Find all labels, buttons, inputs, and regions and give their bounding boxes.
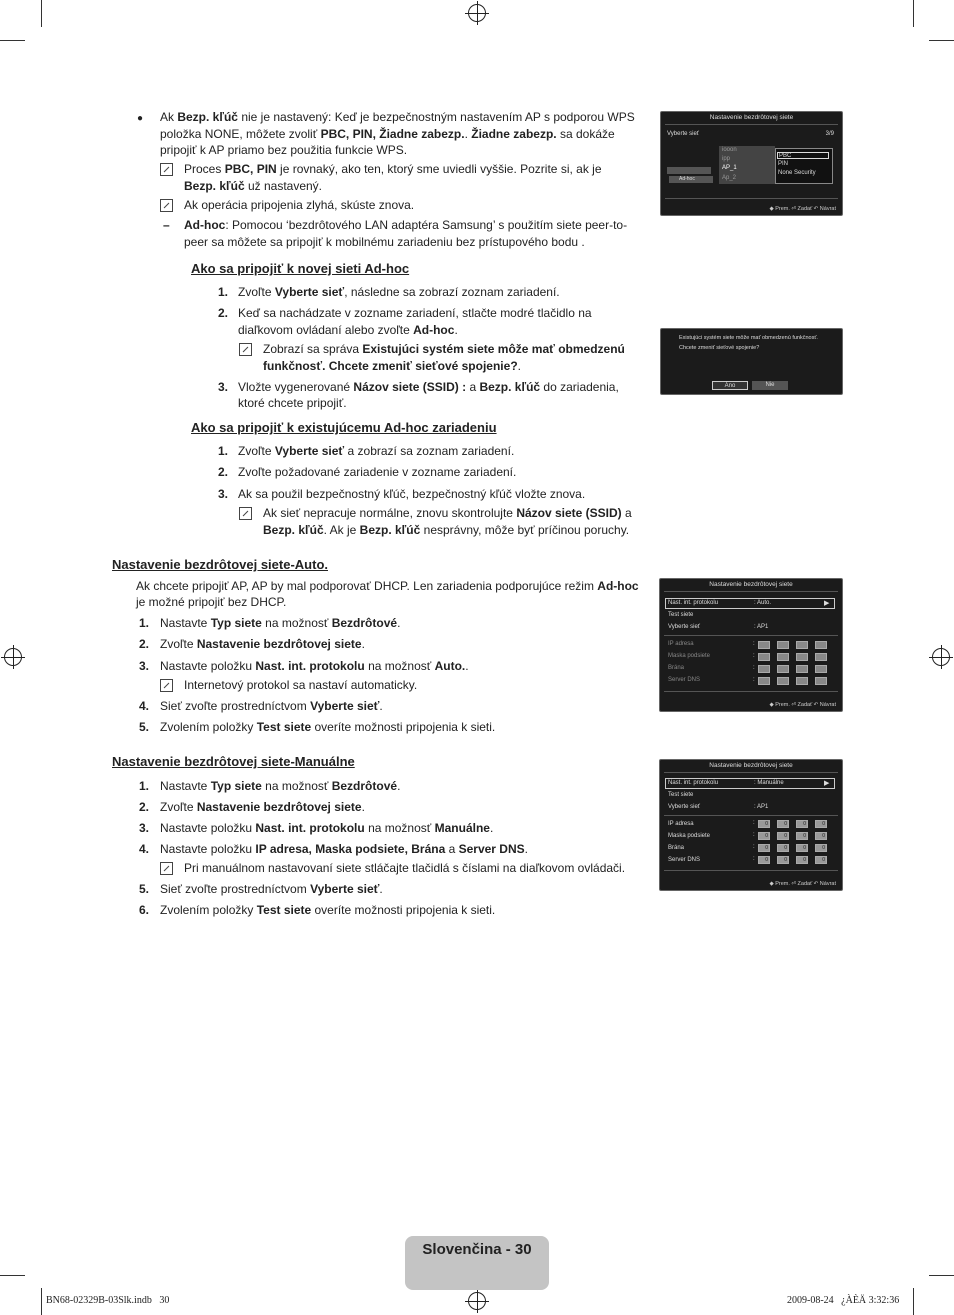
step-number: 2. xyxy=(218,465,229,479)
crop-mark xyxy=(41,0,42,27)
address-octet-field[interactable] xyxy=(815,665,827,673)
step-text: Nastavte položku Nast. int. protokolu na možnosť Manuálne. xyxy=(160,821,494,835)
address-octet-field[interactable]: 0 xyxy=(777,820,789,828)
address-octet-field[interactable]: 0 xyxy=(815,820,827,828)
address-octet-field[interactable] xyxy=(815,677,827,685)
osd-menu-item[interactable]: PBC xyxy=(777,152,829,159)
osd-list-item[interactable]: AP_1 xyxy=(722,165,737,171)
step-text: Nastavte položku IP adresa, Maska podsiete, Brána a Server DNS. xyxy=(160,842,528,856)
osd-menu-item[interactable]: PIN xyxy=(778,161,789,167)
adhoc-line-1: Ad-hoc: Pomocou ‘bezdrôtového LAN adaptéra Samsung’ s použitím siete peer-to- xyxy=(184,218,628,232)
test-network-item[interactable]: Test siete xyxy=(668,612,694,618)
osd-footer: ◆ Prem. ⏎ Zadať ↶ Návrat xyxy=(769,881,836,887)
dialog-message: Chcete zmeniť sieťové spojenie? xyxy=(679,345,760,351)
note-icon xyxy=(160,679,173,692)
field-colon: : xyxy=(753,832,755,838)
bullet-line-1: Ak Bezp. kľúč nie je nastavený: Keď je bezpečnostným nastavením AP s podporou WPS xyxy=(160,110,635,124)
step-text: Vložte vygenerované Názov siete (SSID) : a Bezp. kľúč do zariadenia, xyxy=(238,380,619,394)
field-colon: : xyxy=(753,677,755,683)
step-text: Nastavte Typ siete na možnosť Bezdrôtové. xyxy=(160,779,401,793)
osd-adhoc-button[interactable]: Ad-hoc xyxy=(669,176,713,183)
arrow-right-icon: ▶ xyxy=(824,780,830,787)
step-text: ktoré chcete pripojiť. xyxy=(238,396,347,410)
heading-new-adhoc: Ako sa pripojiť k novej sieti Ad-hoc xyxy=(191,261,410,276)
address-octet-field[interactable]: 0 xyxy=(796,844,808,852)
osd-page: 3/9 xyxy=(825,131,834,137)
step-number: 1. xyxy=(139,779,150,793)
osd-title: Nastavenie bezdrôtovej siete xyxy=(709,762,793,769)
step-number: 5. xyxy=(139,882,150,896)
address-octet-field[interactable]: 0 xyxy=(796,832,808,840)
step-text: Nastavte Typ siete na možnosť Bezdrôtové. xyxy=(160,616,401,630)
mask-label: Maska podsiete xyxy=(668,653,711,659)
step-number: 1. xyxy=(139,616,150,630)
registration-mark-icon xyxy=(932,648,950,666)
osd-title: Nastavenie bezdrôtovej siete xyxy=(709,114,794,121)
osd-footer: ◆ Prem. ⏎ Zadať ↶ Návrat xyxy=(769,206,836,212)
mask-label: Maska podsiete xyxy=(668,833,711,839)
intro-line-2: je možné pripojiť bez DHCP. xyxy=(136,595,287,609)
osd-confirm-dialog xyxy=(660,328,843,395)
step-text: Ak sa použil bezpečnostný kľúč, bezpečnostný kľúč vložte znova. xyxy=(238,487,586,501)
registration-mark-icon xyxy=(4,648,22,666)
note-icon xyxy=(160,199,173,212)
select-network-item[interactable]: Vyberte sieť xyxy=(668,624,701,630)
step-number: 3. xyxy=(139,821,150,835)
field-colon: : xyxy=(753,820,755,826)
address-octet-field[interactable]: 0 xyxy=(796,856,808,864)
step-number: 6. xyxy=(139,903,150,917)
address-octet-field[interactable] xyxy=(796,665,808,673)
address-octet-field[interactable] xyxy=(758,665,770,673)
select-network-value: : AP1 xyxy=(754,624,769,630)
address-octet-field[interactable]: 0 xyxy=(815,856,827,864)
step-text: Keď sa nachádzate v zozname zariadení, stlačte modré tlačidlo na xyxy=(238,306,592,320)
step-text: Zvolením položky Test siete overíte možnosti pripojenia k sieti. xyxy=(160,903,496,917)
address-octet-field[interactable] xyxy=(796,677,808,685)
address-octet-field[interactable] xyxy=(796,641,808,649)
bullet-line-2: položka NONE, môžete zvoliť PBC, PIN, Žiadne zabezp.. Žiadne zabezp. sa dokáže xyxy=(160,127,615,141)
step-text: Nastavte položku Nast. int. protokolu na možnosť Auto.. xyxy=(160,659,469,673)
osd-menu-item[interactable]: None Security xyxy=(778,170,816,176)
protocol-value: : Manuálne xyxy=(754,780,784,786)
note-text: Pri manuálnom nastavovaní siete stláčajte tlačidlá s číslami na diaľkovom ovládači. xyxy=(184,861,626,875)
note-text: Internetový protokol sa nastaví automaticky. xyxy=(184,678,418,692)
adhoc-line-2: peer sa môžete sa pripojiť k mobilnému zariadeniu bez prístupového bodu . xyxy=(184,235,585,249)
dash-marker: – xyxy=(163,218,170,232)
bullet-icon: ● xyxy=(137,113,144,124)
registration-mark-icon xyxy=(468,1292,486,1310)
yes-button[interactable]: Áno xyxy=(712,381,748,390)
crop-mark xyxy=(929,1275,954,1276)
osd-title: Nastavenie bezdrôtovej siete xyxy=(709,581,793,588)
address-octet-field[interactable]: 0 xyxy=(758,856,770,864)
dns-label: Server DNS xyxy=(668,677,701,683)
heading-existing-adhoc: Ako sa pripojiť k existujúcemu Ad-hoc zariadeniu xyxy=(191,420,497,435)
crop-mark xyxy=(41,1288,42,1315)
address-octet-field[interactable] xyxy=(758,677,770,685)
file-name: BN68-02329B-03Slk.indb 30 xyxy=(46,1295,170,1306)
select-network-value: : AP1 xyxy=(754,804,769,810)
note-line-1: Ak sieť nepracuje normálne, znovu skontrolujte Názov siete (SSID) a xyxy=(263,506,632,520)
no-button[interactable]: Nie xyxy=(752,381,788,390)
crop-mark xyxy=(929,40,954,41)
field-colon: : xyxy=(753,856,755,862)
osd-button-a[interactable] xyxy=(667,167,711,174)
step-text: Zvoľte požadované zariadenie v zozname zariadení. xyxy=(238,465,517,479)
step-text: diaľkovom ovládaní alebo zvoľte Ad-hoc. xyxy=(238,323,458,337)
protocol-value: : Auto. xyxy=(754,600,772,606)
bullet-line-3: pripojiť k AP priamo bez použitia funkcie WPS. xyxy=(160,143,408,157)
step-number: 2. xyxy=(139,800,150,814)
step-text: Sieť zvoľte prostredníctvom Vyberte sieť. xyxy=(160,882,383,896)
address-octet-field[interactable]: 0 xyxy=(758,820,770,828)
address-octet-field[interactable] xyxy=(777,641,789,649)
gateway-label: Brána xyxy=(668,665,685,671)
step-number: 2. xyxy=(139,637,150,651)
ip-label: IP adresa xyxy=(668,821,694,827)
note-icon xyxy=(239,343,252,356)
address-octet-field[interactable] xyxy=(815,653,827,661)
note-line-2: Bezp. kľúč už nastavený. xyxy=(184,179,323,193)
osd-footer: ◆ Prem. ⏎ Zadať ↶ Návrat xyxy=(769,702,836,708)
note-line-1: Proces PBC, PIN je rovnaký, ako ten, ktorý sme uviedli vyššie. Pozrite si, ak je xyxy=(184,162,602,176)
address-octet-field[interactable] xyxy=(777,665,789,673)
osd-list-item[interactable]: iooon xyxy=(722,147,737,153)
address-octet-field[interactable]: 0 xyxy=(796,820,808,828)
field-colon: : xyxy=(753,844,755,850)
crop-mark xyxy=(0,40,25,41)
field-colon: : xyxy=(753,665,755,671)
field-colon: : xyxy=(753,653,755,659)
field-colon: : xyxy=(753,641,755,647)
osd-list-item[interactable]: ipp xyxy=(722,156,731,162)
osd-manual-settings xyxy=(659,759,843,891)
note-line-1: Zobrazí sa správa Existujúci systém siete môže mať obmedzenú xyxy=(263,342,625,356)
note-line-2: funkčnosť. Chcete zmeniť sieťové spojenie?. xyxy=(263,359,521,373)
registration-mark-icon xyxy=(468,4,486,22)
address-octet-field[interactable] xyxy=(796,653,808,661)
osd-list-item[interactable]: Ap_2 xyxy=(722,175,737,181)
address-octet-field[interactable]: 0 xyxy=(777,832,789,840)
crop-mark xyxy=(0,1275,25,1276)
step-number: 1. xyxy=(218,444,229,458)
dialog-message: Existujúci systém siete môže mať obmedzenú funkčnosť. xyxy=(679,335,818,341)
address-octet-field[interactable]: 0 xyxy=(777,856,789,864)
protocol-label: Nast. int. protokolu xyxy=(668,600,719,606)
address-octet-field[interactable]: 0 xyxy=(758,832,770,840)
osd-label: Vyberte sieť xyxy=(667,131,700,137)
address-octet-field[interactable] xyxy=(777,677,789,685)
dns-label: Server DNS xyxy=(668,857,701,863)
crop-mark xyxy=(913,1288,914,1315)
note-icon xyxy=(160,862,173,875)
step-text: Zvolením položky Test siete overíte možnosti pripojenia k sieti. xyxy=(160,720,496,734)
select-network-item[interactable]: Vyberte sieť xyxy=(668,804,701,810)
arrow-right-icon: ▶ xyxy=(824,600,830,607)
step-text: Sieť zvoľte prostredníctvom Vyberte sieť. xyxy=(160,699,383,713)
intro-line-1: Ak chcete pripojiť AP, AP by mal podporovať DHCP. Len zariadenia podporujúce režim Ad-hoc xyxy=(136,579,639,593)
step-number: 3. xyxy=(218,380,229,394)
ip-label: IP adresa xyxy=(668,641,694,647)
osd-select-network xyxy=(660,111,843,216)
step-number: 4. xyxy=(139,842,150,856)
address-octet-field[interactable] xyxy=(777,653,789,661)
step-text: Zvoľte Nastavenie bezdrôtovej siete. xyxy=(160,637,365,651)
crop-mark xyxy=(913,0,914,27)
note-line-2: Bezp. kľúč. Ak je Bezp. kľúč nesprávny, môže byť príčinou poruchy. xyxy=(263,523,630,537)
step-number: 4. xyxy=(139,699,150,713)
address-octet-field[interactable] xyxy=(758,641,770,649)
gateway-label: Brána xyxy=(668,845,685,851)
heading-auto: Nastavenie bezdrôtovej siete-Auto. xyxy=(112,557,328,572)
print-date: 2009-08-24 ¿ÀÈÄ 3:32:36 xyxy=(787,1295,900,1306)
step-number: 5. xyxy=(139,720,150,734)
address-octet-field[interactable]: 0 xyxy=(758,844,770,852)
osd-auto-settings xyxy=(659,578,843,712)
address-octet-field[interactable] xyxy=(758,653,770,661)
step-number: 3. xyxy=(139,659,150,673)
protocol-label: Nast. int. protokolu xyxy=(668,780,719,786)
step-number: 1. xyxy=(218,285,229,299)
step-text: Zvoľte Vyberte sieť, následne sa zobrazí zoznam zariadení. xyxy=(238,285,560,299)
heading-manual: Nastavenie bezdrôtovej siete-Manuálne xyxy=(112,754,355,769)
step-text: Zvoľte Nastavenie bezdrôtovej siete. xyxy=(160,800,365,814)
page-label: Slovenčina - 30 xyxy=(422,1241,532,1258)
note-icon xyxy=(160,163,173,176)
address-octet-field[interactable] xyxy=(815,641,827,649)
address-octet-field[interactable]: 0 xyxy=(777,844,789,852)
address-octet-field[interactable]: 0 xyxy=(815,832,827,840)
step-text: Zvoľte Vyberte sieť a zobrazí sa zoznam zariadení. xyxy=(238,444,515,458)
address-octet-field[interactable]: 0 xyxy=(815,844,827,852)
note-icon xyxy=(239,507,252,520)
step-number: 3. xyxy=(218,487,229,501)
step-number: 2. xyxy=(218,306,229,320)
test-network-item[interactable]: Test siete xyxy=(668,792,694,798)
note-retry: Ak operácia pripojenia zlyhá, skúste znova. xyxy=(184,198,415,212)
